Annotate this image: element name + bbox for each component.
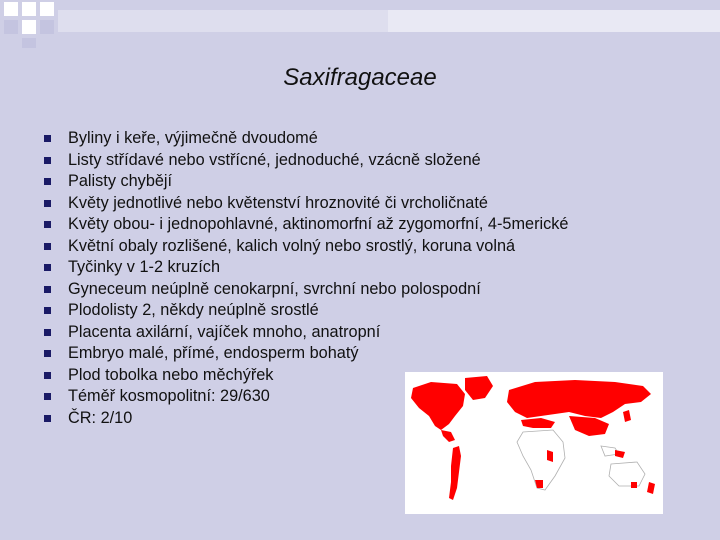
list-item-text: Tyčinky v 1-2 kruzích bbox=[68, 258, 221, 276]
square-bullet-icon bbox=[44, 393, 51, 400]
distribution-map bbox=[405, 372, 663, 514]
list-item-text: Květy jednotlivé nebo květenství hroznovité či vrcholičnaté bbox=[68, 193, 488, 212]
square-bullet-icon bbox=[44, 329, 51, 336]
square-bullet-icon bbox=[44, 307, 51, 314]
list-item-text: Téměř kosmopolitní: 29/630 bbox=[68, 387, 270, 405]
square-bullet-icon bbox=[44, 200, 51, 207]
square-bullet-icon bbox=[44, 372, 51, 379]
square-bullet-icon bbox=[44, 243, 51, 250]
slide-title: Saxifragaceae bbox=[283, 64, 437, 91]
list-item bbox=[44, 300, 568, 322]
list-item-text: Placenta axilární, vajíček mnoho, anatropní bbox=[68, 322, 381, 341]
list-item-text: Plodolisty 2, někdy neúplně srostlé bbox=[68, 301, 319, 319]
square-bullet-icon bbox=[44, 286, 51, 293]
square-bullet-icon bbox=[44, 221, 51, 228]
square-bullet-icon bbox=[44, 135, 51, 142]
list-item bbox=[44, 257, 568, 279]
list-item-text: Byliny i keře, výjimečně dvoudomé bbox=[68, 129, 318, 147]
list-item-text: Plod tobolka nebo měchýřek bbox=[68, 365, 274, 384]
list-item bbox=[44, 279, 568, 301]
list-item-text: Květní obaly rozlišené, kalich volný nebo srostlý, koruna volná bbox=[68, 236, 516, 255]
list-item bbox=[44, 343, 568, 365]
list-item bbox=[44, 214, 568, 236]
list-item-text: ČR: 2/10 bbox=[68, 408, 133, 427]
list-item-text: Embryo malé, přímé, endosperm bohatý bbox=[68, 344, 359, 362]
list-item bbox=[44, 322, 568, 344]
list-item-text: Listy střídavé nebo vstřícné, jednoduché, vzácně složené bbox=[68, 150, 481, 169]
list-item-text: Květy obou- i jednopohlavné, aktinomorfní až zygomorfní, 4-5merické bbox=[68, 215, 569, 233]
square-bullet-icon bbox=[44, 415, 51, 422]
list-item bbox=[44, 193, 568, 215]
header-decoration bbox=[0, 0, 720, 50]
square-bullet-icon bbox=[44, 178, 51, 185]
square-bullet-icon bbox=[44, 157, 51, 164]
list-item bbox=[44, 150, 568, 172]
list-item bbox=[44, 128, 568, 150]
world-map-image bbox=[405, 372, 663, 514]
square-bullet-icon bbox=[44, 264, 51, 271]
list-item-text: Gyneceum neúplně cenokarpní, svrchní nebo polospodní bbox=[68, 279, 481, 298]
square-bullet-icon bbox=[44, 350, 51, 357]
list-item bbox=[44, 236, 568, 258]
list-item bbox=[44, 171, 568, 193]
list-item-text: Palisty chybějí bbox=[68, 172, 173, 190]
